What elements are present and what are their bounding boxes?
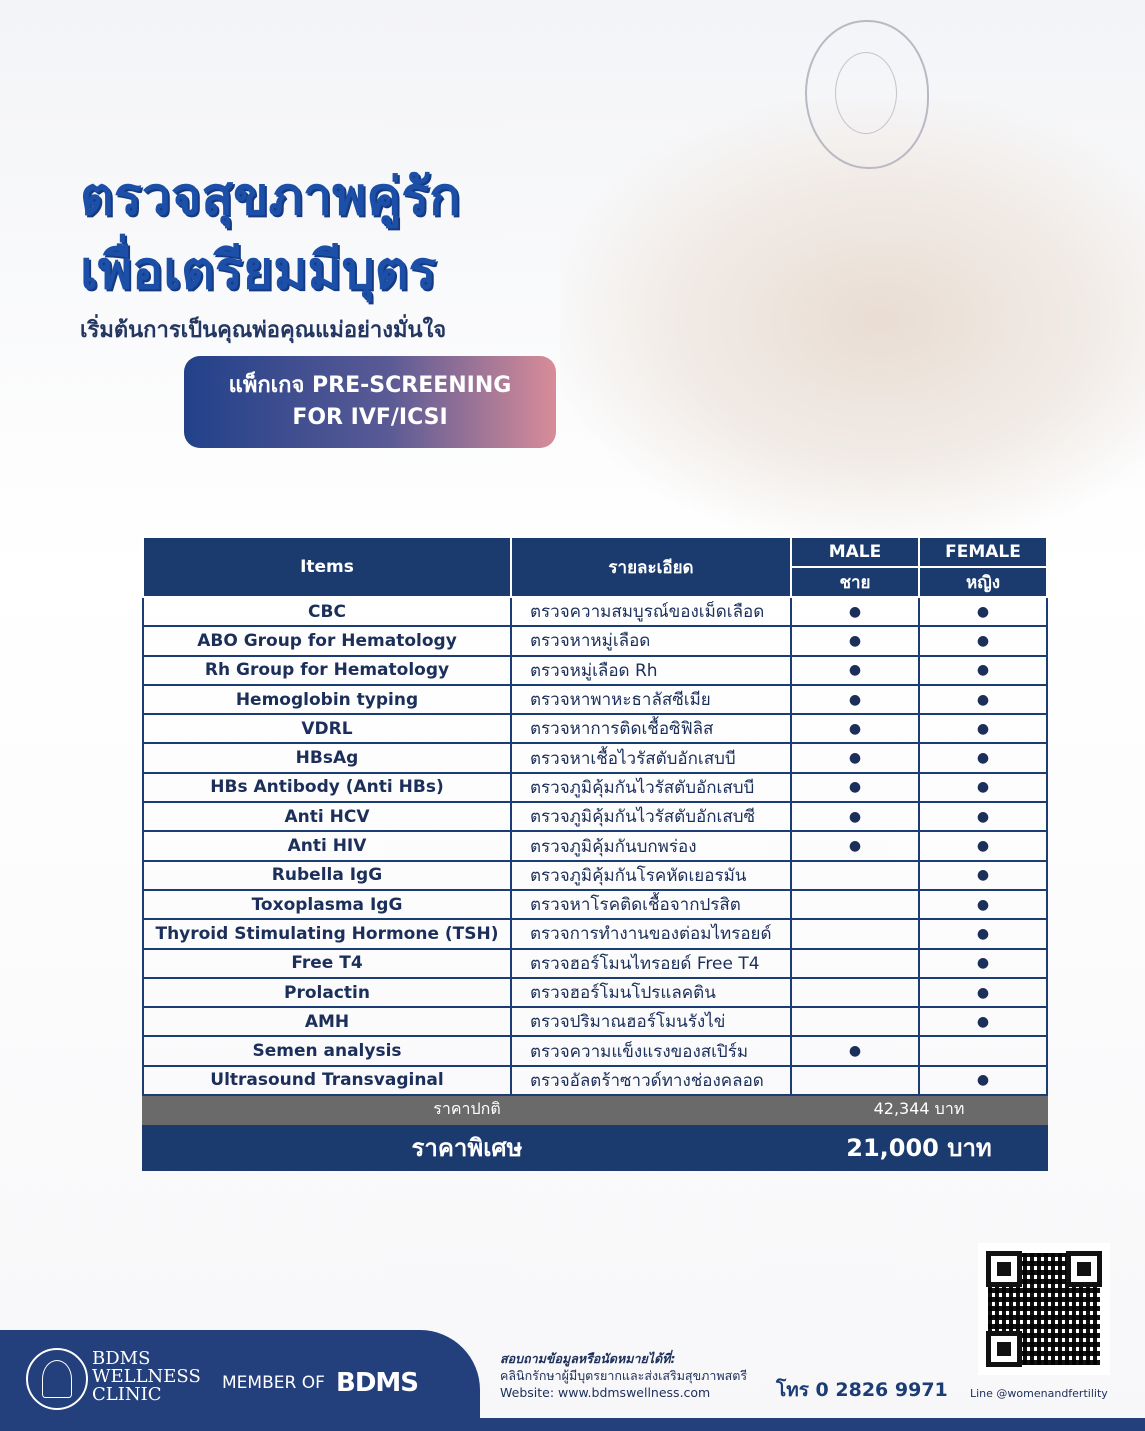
item-name: Prolactin [143,978,511,1007]
female-mark: ● [919,802,1047,831]
female-mark: ● [919,1066,1047,1095]
item-name: AMH [143,1007,511,1036]
item-name: Ultrasound Transvaginal [143,1066,511,1095]
special-price-value: 21,000 บาท [791,1124,1047,1170]
male-mark [791,861,919,890]
line-id[interactable]: Line @womenandfertility [970,1387,1108,1400]
item-name: Anti HIV [143,831,511,860]
table-row [143,919,1047,948]
clinic-line1: BDMS [92,1348,151,1369]
item-desc: ตรวจหาการติดเชื้อซิฟิลิส [511,714,791,743]
item-name: ABO Group for Hematology [143,626,511,655]
contact-title: สอบถามข้อมูลหรือนัดหมายได้ที่: [500,1351,676,1366]
female-mark: ● [919,714,1047,743]
table-row [143,656,1047,685]
item-desc: ตรวจภูมิคุ้มกันไวรัสตับอักเสบบี [511,773,791,802]
item-desc: ตรวจภูมิคุ้มกันไวรัสตับอักเสบซี [511,802,791,831]
header-female: FEMALE [919,537,1047,567]
header-details: รายละเอียด [511,537,791,597]
fetus-line-icon [805,20,929,169]
item-name: HBsAg [143,743,511,772]
female-mark: ● [919,685,1047,714]
female-mark: ● [919,978,1047,1007]
item-desc: ตรวจความแข็งแรงของสเปิร์ม [511,1036,791,1065]
special-price-row [143,1124,1047,1170]
headline [80,160,461,308]
item-desc: ตรวจฮอร์โมนไทรอยด์ Free T4 [511,949,791,978]
contact-info [500,1350,747,1401]
item-name: Rubella IgG [143,861,511,890]
table-row [143,714,1047,743]
footer [0,1330,1145,1431]
qr-eye-icon [986,1251,1022,1287]
item-desc: ตรวจอัลตร้าซาวด์ทางช่องคลอด [511,1066,791,1095]
item-name: CBC [143,597,511,626]
table-row [143,773,1047,802]
item-name: HBs Antibody (Anti HBs) [143,773,511,802]
female-mark: ● [919,597,1047,626]
male-mark [791,978,919,1007]
clinic-line3: CLINIC [92,1384,162,1405]
item-name: Toxoplasma IgG [143,890,511,919]
female-mark: ● [919,890,1047,919]
female-mark: ● [919,831,1047,860]
header-female-th: หญิง [919,567,1047,597]
header-male-th: ชาย [791,567,919,597]
table-row [143,831,1047,860]
table-row [143,597,1047,626]
male-mark: ● [791,656,919,685]
female-mark: ● [919,773,1047,802]
female-mark: ● [919,743,1047,772]
item-desc: ตรวจหมู่เลือด Rh [511,656,791,685]
member-of: MEMBER OF [222,1373,325,1393]
item-name: Thyroid Stimulating Hormone (TSH) [143,919,511,948]
male-mark: ● [791,597,919,626]
table-row [143,861,1047,890]
female-mark: ● [919,861,1047,890]
header-items: Items [143,537,511,597]
headline-line1: ตรวจสุขภาพคู่รัก [80,167,461,227]
regular-price-value: 42,344 บาท [791,1095,1047,1124]
website[interactable]: Website: www.bdmswellness.com [500,1385,711,1400]
table-row [143,802,1047,831]
table-row [143,743,1047,772]
male-mark: ● [791,1036,919,1065]
table-row [143,978,1047,1007]
male-mark [791,1066,919,1095]
footer-brand-panel [0,1330,480,1420]
item-desc: ตรวจความสมบูรณ์ของเม็ดเลือด [511,597,791,626]
table-row [143,1036,1047,1065]
bdms-logo: BDMS [336,1368,418,1398]
subtitle: เริ่มต้นการเป็นคุณพ่อคุณแม่อย่างมั่นใจ [80,318,447,343]
table-row [143,1007,1047,1036]
tree-logo-icon [26,1348,88,1410]
item-desc: ตรวจหาเชื้อไวรัสตับอักเสบบี [511,743,791,772]
package-line2: FOR IVF/ICSI [292,405,448,430]
male-mark [791,890,919,919]
headline-line2: เพื่อเตรียมมีบุตร [80,241,437,301]
male-mark: ● [791,714,919,743]
male-mark [791,949,919,978]
female-mark: ● [919,1007,1047,1036]
female-mark: ● [919,919,1047,948]
male-mark: ● [791,626,919,655]
item-name: Free T4 [143,949,511,978]
male-mark [791,919,919,948]
package-badge [184,356,556,448]
clinic-line2: WELLNESS [92,1366,201,1387]
female-mark [919,1036,1047,1065]
clinic-name [92,1350,201,1404]
package-table [142,536,1048,1171]
footer-strip [0,1418,1145,1431]
item-name: Hemoglobin typing [143,685,511,714]
male-mark: ● [791,685,919,714]
female-mark: ● [919,626,1047,655]
male-mark: ● [791,743,919,772]
table-row [143,626,1047,655]
item-desc: ตรวจหาหมู่เลือด [511,626,791,655]
table-row [143,890,1047,919]
male-mark: ● [791,773,919,802]
regular-price-row [143,1095,1047,1124]
package-line1: แพ็กเกจ PRE-SCREENING [228,373,512,398]
header-male: MALE [791,537,919,567]
female-mark: ● [919,656,1047,685]
item-desc: ตรวจหาโรคติดเชื้อจากปรสิต [511,890,791,919]
table-row [143,685,1047,714]
special-price-label: ราคาพิเศษ [143,1124,791,1170]
item-desc: ตรวจภูมิคุ้มกันโรคหัดเยอรมัน [511,861,791,890]
item-name: VDRL [143,714,511,743]
item-desc: ตรวจหาพาหะธาลัสซีเมีย [511,685,791,714]
item-name: Semen analysis [143,1036,511,1065]
male-mark: ● [791,802,919,831]
item-desc: ตรวจปริมาณฮอร์โมนรังไข่ [511,1007,791,1036]
item-name: Rh Group for Hematology [143,656,511,685]
item-desc: ตรวจการทำงานของต่อมไทรอยด์ [511,919,791,948]
qr-eye-icon [1066,1251,1102,1287]
item-name: Anti HCV [143,802,511,831]
regular-price-label: ราคาปกติ [143,1095,791,1124]
male-mark: ● [791,831,919,860]
contact-line: คลินิกรักษาผู้มีบุตรยากและส่งเสริมสุขภาพสตรี [500,1368,748,1383]
item-desc: ตรวจฮอร์โมนโปรแลคติน [511,978,791,1007]
phone-number[interactable]: โทร 0 2826 9971 [776,1379,948,1401]
male-mark [791,1007,919,1036]
female-mark: ● [919,949,1047,978]
table-row [143,949,1047,978]
item-desc: ตรวจภูมิคุ้มกันบกพร่อง [511,831,791,860]
table-row [143,1066,1047,1095]
